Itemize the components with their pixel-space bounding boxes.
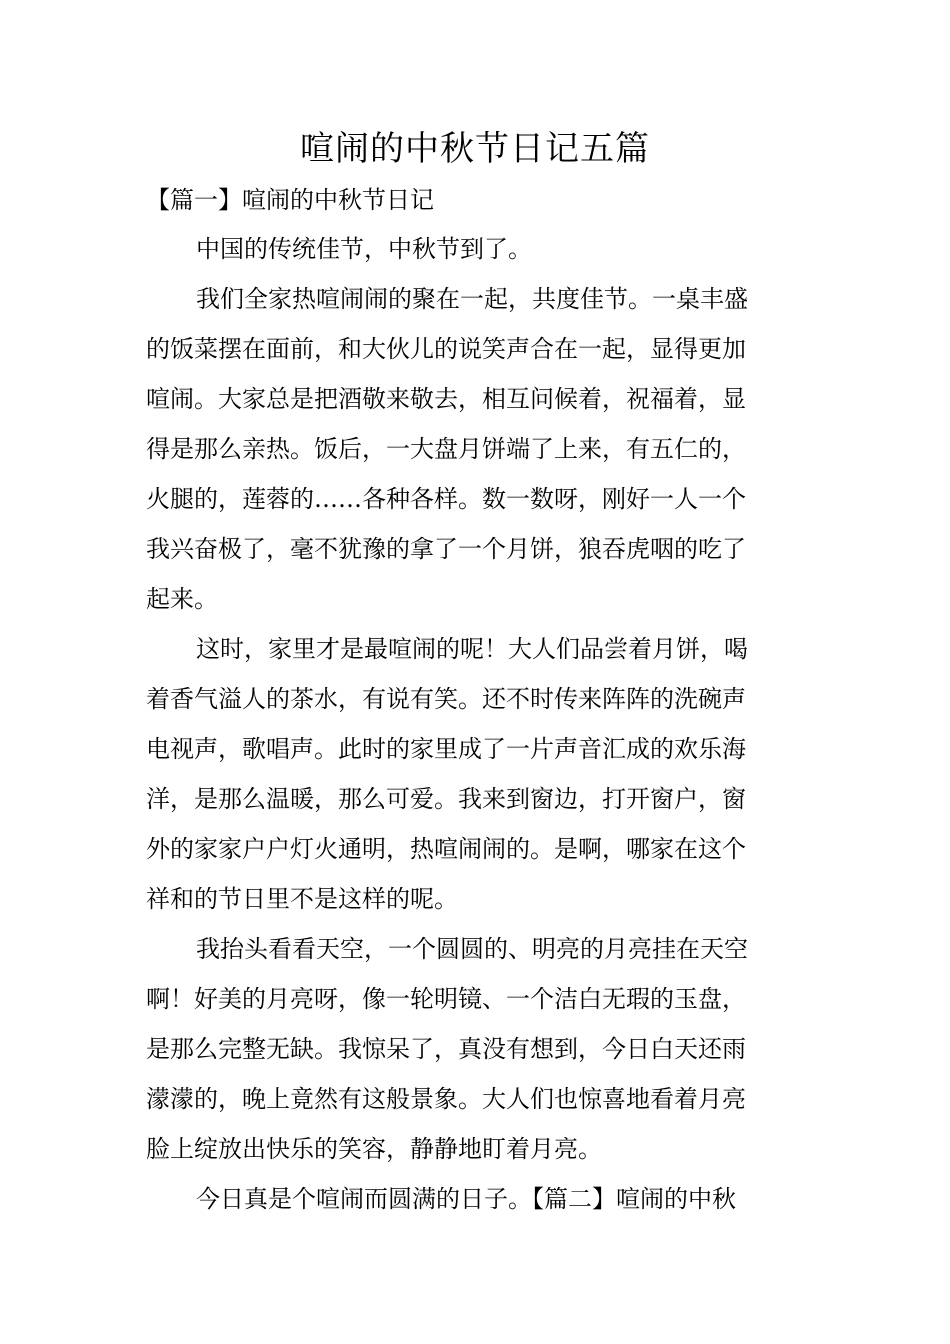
paragraph-line: 祥和的节日里不是这样的呢。 xyxy=(146,885,458,913)
paragraph-line: 这时，家里才是最喧闹的呢！大人们品尝着月饼，喝 xyxy=(196,635,748,663)
paragraph-line: 的饭菜摆在面前，和大伙儿的说笑声合在一起，显得更加 xyxy=(146,335,746,363)
paragraph-line: 中国的传统佳节，中秋节到了。 xyxy=(196,235,532,263)
paragraph-line: 我兴奋极了，毫不犹豫的拿了一个月饼，狼吞虎咽的吃了 xyxy=(146,535,746,563)
body-paragraph xyxy=(146,274,806,624)
paragraph-line: 起来。 xyxy=(146,585,218,613)
paragraph-line: 电视声，歌唱声。此时的家里成了一片声音汇成的欢乐海 xyxy=(146,735,746,763)
body-paragraph xyxy=(146,624,806,924)
paragraph-line: 脸上绽放出快乐的笑容，静静地盯着月亮。 xyxy=(146,1135,602,1163)
body-paragraph xyxy=(146,224,806,274)
paragraph-line: 喧闹。大家总是把酒敬来敬去，相互问候着，祝福着，显 xyxy=(146,385,746,413)
paragraph-line: 我们全家热喧闹闹的聚在一起，共度佳节。一桌丰盛 xyxy=(196,285,748,313)
paragraph-line: 得是那么亲热。饭后，一大盘月饼端了上来，有五仁的， xyxy=(146,435,746,463)
paragraph-line: 我抬头看看天空，一个圆圆的、明亮的月亮挂在天空 xyxy=(196,935,748,963)
section-heading: 【篇一】喧闹的中秋节日记 xyxy=(146,186,434,214)
paragraph-line: 着香气溢人的茶水，有说有笑。还不时传来阵阵的洗碗声 xyxy=(146,685,746,713)
document-body xyxy=(146,224,806,1224)
paragraph-line: 火腿的，莲蓉的……各种各样。数一数呀，刚好一人一个 xyxy=(146,485,746,513)
paragraph-line: 外的家家户户灯火通明，热喧闹闹的。是啊，哪家在这个 xyxy=(146,835,746,863)
document-title: 喧闹的中秋节日记五篇 xyxy=(300,129,650,169)
body-paragraph xyxy=(146,1174,806,1224)
paragraph-line: 濛濛的，晚上竟然有这般景象。大人们也惊喜地看着月亮 xyxy=(146,1085,746,1113)
paragraph-line: 啊！好美的月亮呀，像一轮明镜、一个洁白无瑕的玉盘， xyxy=(146,985,746,1013)
body-paragraph xyxy=(146,924,806,1174)
paragraph-line: 是那么完整无缺。我惊呆了，真没有想到，今日白天还雨 xyxy=(146,1035,746,1063)
paragraph-line: 洋，是那么温暖，那么可爱。我来到窗边，打开窗户，窗 xyxy=(146,785,746,813)
paragraph-line: 今日真是个喧闹而圆满的日子。【篇二】喧闹的中秋 xyxy=(196,1185,736,1213)
